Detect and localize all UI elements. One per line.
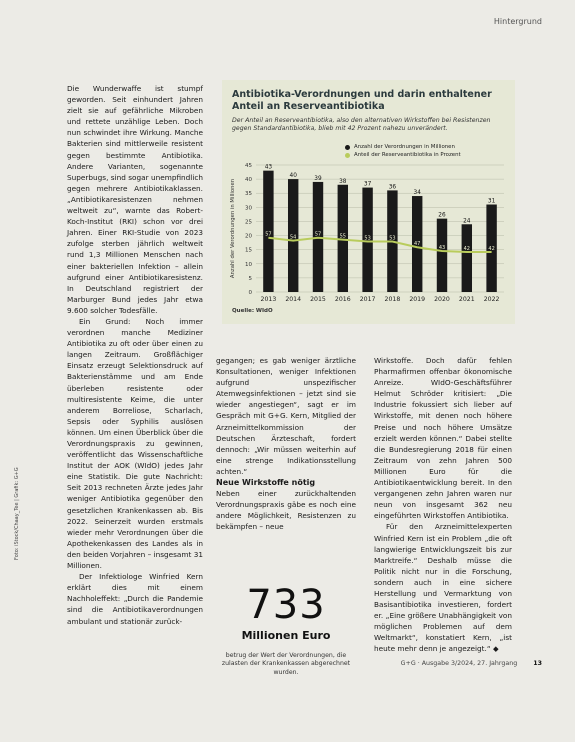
stat-unit: Millionen Euro (241, 629, 331, 642)
bar-value-label: 39 (314, 175, 322, 182)
stat-number: 733 (246, 582, 326, 628)
paragraph: gegangen; es gab weniger ärztliche Konsultationen, weniger Infektionen aufgrund unspezifischer Atemwegsinfektionen – jetzt sind sie wieder angestiegen“, sagt er im Gespräch mit G+G. Kern, Mitglied der Arzneimittelkommission der Deutschen Ärzteschaft, fordert dennoch: „Wir müssen weiterhin auf eine strenge Indikationsstellung achten.“ (216, 356, 356, 476)
legend-label: Anteil der Reserveantibiotika in Prozent (354, 152, 461, 158)
subheading: Neue Wirkstoffe nötig (216, 478, 316, 488)
line-value-label: 47 (414, 241, 421, 248)
chart-subtitle: Der Anteil an Reserveantibiotika, also den alternativen Wirkstoffen bei Resistenzen gegen Standardantibiotika, blieb mit 42 Prozent nahezu unverändert. (232, 117, 491, 133)
line-value-label: 53 (389, 235, 396, 242)
line-value-label: 43 (438, 245, 446, 252)
bar-value-label: 31 (487, 198, 496, 205)
paragraph: Ein Grund: Noch immer verordnen manche Mediziner Antibiotika zu oft oder über einen zu langen Zeitraum. Großflächiger Einsatz erzeugt Selektionsdruck auf Bakterienstämme und am Ende überleben resistente oder multiresistente Keime, die unter anderem Borreliose, Scharlach, Sepsis oder Syphilis auslösen können. Um einen Überblick über die Verordnungspraxis zu gewinnen, veröffentlicht das Wissenschaftliche Institut der AOK (WIdO) jedes Jahr eine Statistik. Die gute Nachricht: Seit 2013 rechneten Ärzte jedes Jahr weniger Antibiotika gegenüber den gesetzlichen Krankenkassen ab. Bis 2022. Seinerzeit wurden erstmals wieder mehr Verordnungen über die Apothekenkassen des Landes als in den beiden Vorjahren – insgesamt 31 Millionen. (67, 316, 203, 571)
line-value-label: 42 (488, 245, 495, 252)
chart-panel (222, 80, 515, 324)
x-tick-label: 2019 (409, 296, 426, 303)
y-tick-label: 20 (245, 233, 252, 240)
page-footer (401, 660, 542, 667)
bar-value-label: 26 (438, 212, 446, 219)
bar-value-label: 24 (463, 218, 471, 225)
section-label: Hintergrund (493, 17, 542, 26)
y-tick-label: 15 (245, 247, 252, 254)
line-value-label: 54 (290, 234, 297, 241)
paragraph: Wirkstoffe. Doch dafür fehlen Pharmafirmen offenbar ökonomische Anreize. WIdO-Geschäftsführer Helmut Schröder kritisiert: „Die Industrie fokussiert sich lieber auf Wirkstoffe, mit denen noch höhere Preise und noch höhere Umsätze erzielt werden können.“ Dabei stellte die Bundesregierung 2018 für einen Zeitraum von zehn Jahren 500 Millionen Euro für die Antibiotikaentwicklung bereit. In den vergangenen zehn Jahren waren nur neun von insgesamt 362 neu eingeführten Wirkstoffen Antibiotika. (374, 356, 512, 521)
chart-title: Antibiotika-Verordnungen und darin enthaltener Anteil an Reserveantibiotika (232, 89, 492, 112)
x-tick-label: 2022 (483, 296, 500, 303)
bar-value-label: 43 (264, 164, 273, 171)
highlight-stat (216, 582, 356, 677)
y-tick-label: 0 (248, 290, 252, 296)
line-value-label: 55 (339, 233, 346, 240)
chart-canvas (222, 80, 515, 324)
x-tick-label: 2013 (260, 296, 277, 303)
x-tick-label: 2015 (310, 296, 326, 303)
article-column-1 (67, 83, 203, 627)
y-tick-label: 40 (245, 177, 252, 184)
paragraph: Für den Arzneimittelexperten Winfried Kern ist ein Problem „die oft langwierige Entwicklungszeit bis zur Marktreife.“ Deshalb müsse die Politik nicht nur in die Forschung, sondern auch in eine sichere Herstellung und Vermarktung von Basisantibiotika investieren, fordert er. „Eine größere Unabhängigkeit von möglichen Problemen auf dem Weltmarkt“, konstatiert Kern, „ist heute mehr denn je angezeigt.“ ◆ (374, 522, 512, 654)
bar-value-label: 40 (289, 173, 297, 180)
bar (462, 224, 472, 292)
line-value-label: 53 (364, 235, 371, 242)
x-tick-label: 2014 (285, 296, 302, 303)
x-tick-label: 2016 (334, 296, 351, 303)
y-tick-label: 45 (245, 163, 252, 169)
article-column-2 (216, 355, 356, 533)
legend-label: Anzahl der Verordnungen in Millionen (354, 144, 455, 150)
bar-value-label: 34 (413, 190, 421, 197)
paragraph: Neben einer zurückhaltenden Verordnungspraxis gäbe es noch eine andere Möglichkeit, Resistenzen zu bekämpfen – neue (216, 489, 356, 532)
footer-issue: G+G · Ausgabe 3/2024, 27. Jahrgang (400, 660, 518, 667)
x-tick-label: 2018 (384, 296, 401, 303)
x-tick-label: 2017 (359, 296, 376, 303)
x-tick-label: 2020 (434, 296, 450, 303)
stat-caption: betrug der Wert der Verordnungen, die zulasten der Krankenkassen abgerechnet wurden. (221, 652, 351, 676)
paragraph: Die Wunderwaffe ist stumpf geworden. Seit einhundert Jahren zielt sie auf gefährliche Mikroben und rettete unzählige Leben. Doch nun schwindet ihre Wirkung. Manche Bakterien sind mittlerweile resistent gegen bestimmte Antibiotika. Andere Varianten, sogenannte Superbugs, sind sogar unempfindlich gegen mehrere Antibiotikaklassen. „Antibiotikaresistenzen nehmen weltweit zu“, warnte das Robert-Koch-Institut (RKI) schon vor drei Jahren. Einer RKI-Studie von 2023 zufolge sterben jährlich weltweit rund 1,3 Millionen Menschen nach einer bakteriellen Infektion – allein aufgrund einer Antibiotikaresistenz. In Deutschland registriert der Marburger Bund jedes Jahr etwa 9.600 solcher Todesfälle. (67, 84, 203, 315)
y-tick-label: 10 (245, 261, 252, 268)
x-tick-label: 2021 (458, 296, 475, 303)
y-tick-label: 5 (248, 275, 252, 282)
line-value-label: 42 (463, 245, 470, 252)
paragraph: Der Infektiologe Winfried Kern erklärt dies mit einem Nachholeffekt: „Durch die Pandemie sind die Antibiotikaverordnungen ambulant und stationär zurück- (67, 572, 203, 626)
y-tick-label: 30 (245, 205, 252, 212)
chart-source: Quelle: WIdO (232, 308, 273, 314)
y-tick-label: 25 (245, 219, 252, 226)
bar (437, 219, 447, 292)
photo-credit: Foto: iStock/Chaay_Tee | Grafik: G+G (14, 467, 20, 560)
bar-value-label: 38 (339, 178, 347, 185)
bar-value-label: 36 (388, 184, 397, 191)
page-number: 13 (533, 660, 542, 667)
y-axis-label: Anzahl der Verordnungen in Millionen (230, 178, 236, 279)
y-tick-label: 35 (245, 191, 252, 198)
article-column-3 (374, 355, 512, 655)
line-value-label: 57 (265, 231, 272, 238)
line-value-label: 57 (314, 231, 322, 238)
bar-value-label: 37 (363, 181, 372, 188)
